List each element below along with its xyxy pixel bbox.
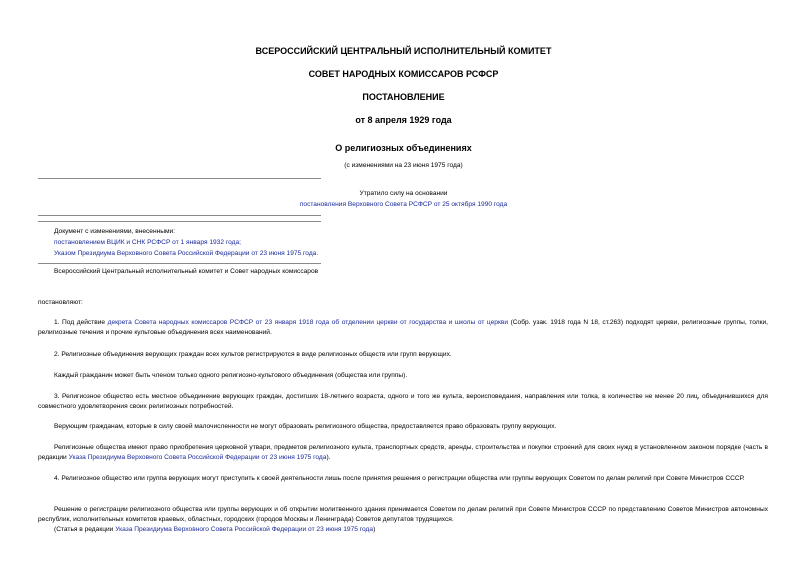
- paragraph-9: [54, 525, 375, 535]
- decree-1975-link[interactable]: Указа Президиума Верховного Совета Российской Федерации от 23 июня 1975 года: [68, 454, 327, 461]
- amendment-link-2[interactable]: Указом Президиума Верховного Совета Российской Федерации от 23 июня 1975 года.: [54, 250, 319, 257]
- header-line-3: ПОСТАНОВЛЕНИЕ: [362, 92, 445, 102]
- document-date: от 8 апреля 1929 года: [355, 115, 452, 125]
- paragraph-2: 2. Религиозные объединения верующих граждан всех культов регистрируются в виде религиозных обществ или групп верующих.: [54, 351, 452, 358]
- document-title: О религиозных объединениях: [335, 143, 472, 153]
- preamble: Всероссийский Центральный исполнительный комитет и Совет народных комиссаров: [54, 268, 319, 275]
- header-line-2: СОВЕТ НАРОДНЫХ КОМИССАРОВ РСФСР: [308, 69, 499, 79]
- paragraph-5: Верующим гражданам, которые в силу своей малочисленности не могут образовать религиозного общества, предоставляется право образовать группу верующих.: [54, 423, 557, 430]
- divider: [38, 178, 321, 179]
- header-line-1: ВСЕРОССИЙСКИЙ ЦЕНТРАЛЬНЫЙ ИСПОЛНИТЕЛЬНЫЙ КОМИТЕТ: [255, 46, 552, 56]
- resolve-line: постановляют:: [38, 299, 83, 306]
- decree-link[interactable]: декрета Совета народных комиссаров РСФСР от 23 января 1918 года об отделении церкви от государства и школы от церкви: [107, 319, 509, 326]
- paragraph-4: 3. Религиозное общество есть местное объединение верующих граждан, достигших 18-летнего возраста, одного и того же культа, вероисповедания, направления или толка, в количестве не менее 20 лиц, объединившихся для совместного удовлетворения своих религиозных потребностей.: [38, 393, 768, 410]
- paragraph-3: Каждый гражданин может быть членом только одного религиозно-культового объединения (общества или группы).: [54, 372, 408, 379]
- paragraph-6: [38, 443, 768, 463]
- paragraph-1: [38, 318, 768, 338]
- changes-note: (с изменениями на 23 июня 1975 года): [344, 162, 463, 169]
- paragraph-9-post: ): [373, 526, 376, 533]
- divider: [38, 215, 321, 216]
- amendments-intro: Документ с изменениями, внесенными:: [54, 228, 176, 235]
- paragraph-6-pre: Религиозные общества имеют право приобретения церковной утвари, предметов религиозного культа, транспортных средств, аренды, строительства и покупки строений для своих нужд в установленном законом порядке (часть в редакции: [38, 444, 768, 461]
- paragraph-9-pre: (Статья в редакции: [54, 526, 116, 533]
- divider: [38, 221, 321, 222]
- divider: [38, 263, 321, 264]
- decree-1975-link-2[interactable]: Указа Президиума Верховного Совета Российской Федерации от 23 июня 1975 года: [115, 526, 374, 533]
- paragraph-6-post: ).: [326, 454, 331, 461]
- paragraph-7: 4. Религиозное общество или группа верующих могут приступить к своей деятельности лишь после принятия решения о регистрации общества или группы верующих Советом по делам религий при Совете Министров СССР.: [54, 475, 745, 482]
- paragraph-1-post: (Собр. узак. 1918 года N 18, ст.263) подходят церкви, религиозные группы, толки, религиозные течения и прочие культовые объединения всех наименований.: [38, 319, 768, 336]
- repeal-link[interactable]: постановления Верховного Совета РСФСР от 25 октября 1990 года: [299, 201, 508, 208]
- paragraph-1-pre: 1. Под действие: [54, 319, 108, 326]
- amendment-link-1[interactable]: постановлением ВЦИК и СНК РСФСР от 1 января 1932 года;: [54, 239, 241, 246]
- paragraph-8: Решение о регистрации религиозного общества или группы верующих и об открытии молитвенного здания принимается Советом по делам религий при Совете Министров СССР по представлению Советов Министров автономных республик, исполнительных комитетов краевых, областных, городских (городов Москвы и Ленинграда) Советов депутатов трудящихся.: [38, 506, 768, 523]
- status-line: Утратило силу на основании: [359, 190, 448, 197]
